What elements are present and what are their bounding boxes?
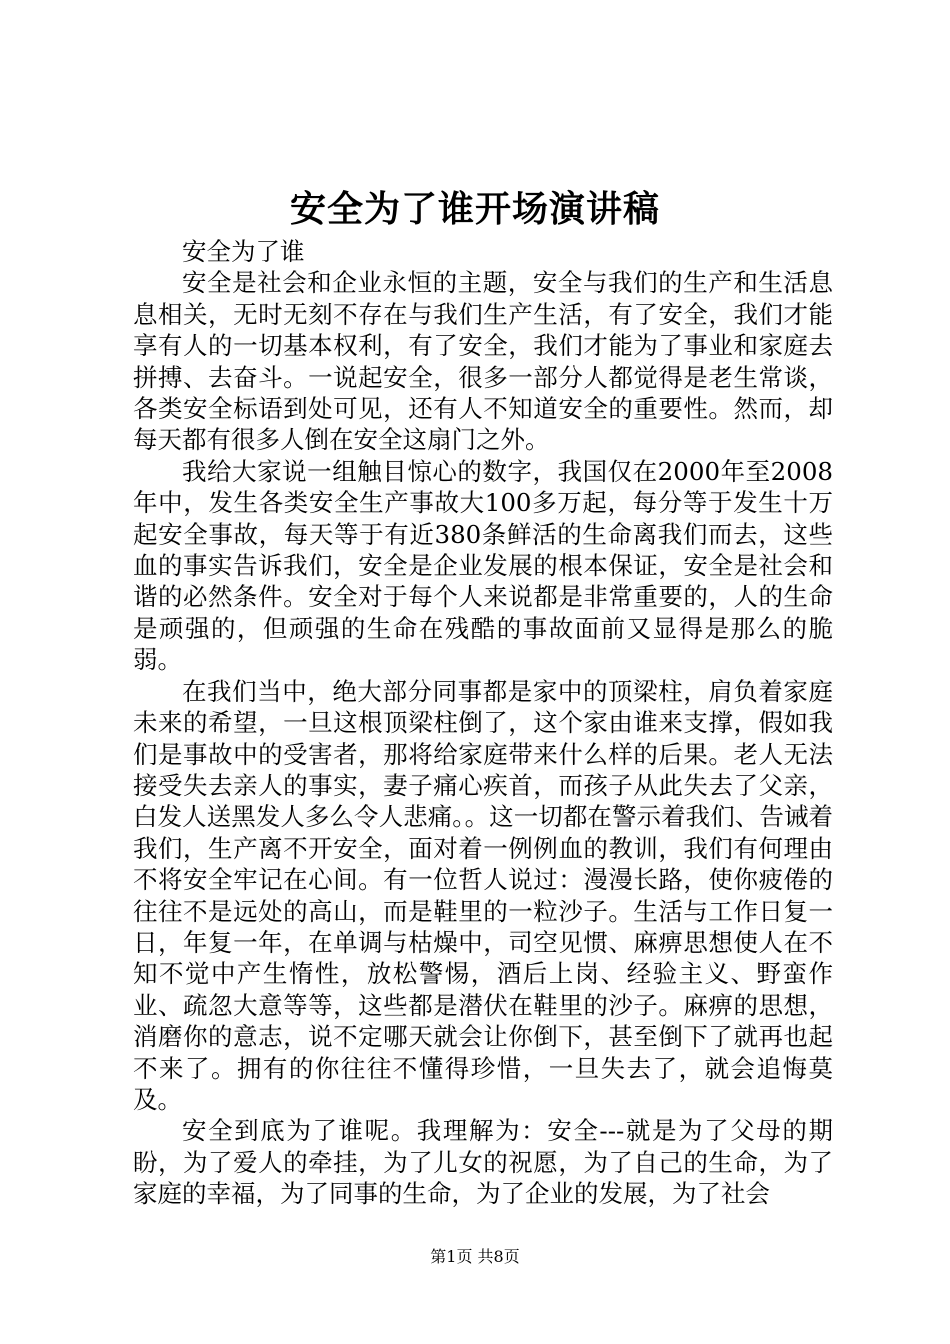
document-title: 安全为了谁开场演讲稿 — [289, 188, 660, 230]
paragraph-subtitle: 安全为了谁 — [182, 237, 305, 266]
paragraph: 我给大家说一组触目惊心的数字，我国仅在2000年至2008年中，发生各类安全生产事故大100多万起，每分等于发生十万起安全事故，每天等于有近380条鲜活的生命离我们而去，这些血的事实告诉我们，安全是企业发展的根本保证，安全是社会和谐的必然条件。安全对于每个人来说都是非常重要的，人的生命是顽强的，但顽强的生命在残酷的事故面前又显得是那么的脆弱。 — [133, 456, 833, 675]
document-body — [133, 236, 833, 1210]
page-footer: 第1页 共8页 — [430, 1247, 520, 1266]
paragraph: 安全是社会和企业永恒的主题，安全与我们的生产和生活息息相关，无时无刻不存在与我们生产生活，有了安全，我们才能享有人的一切基本权利，有了安全，我们才能为了事业和家庭去拼搏、去奋斗。一说起安全，很多一部分人都觉得是老生常谈，各类安全标语到处可见，还有人不知道安全的重要性。然而，却每天都有很多人倒在安全这扇门之外。 — [133, 268, 833, 455]
paragraph: 在我们当中，绝大部分同事都是家中的顶梁柱，肩负着家庭未来的希望，一旦这根顶梁柱倒了，这个家由谁来支撑，假如我们是事故中的受害者，那将给家庭带来什么样的后果。老人无法接受失去亲人的事实，妻子痛心疾首，而孩子从此失去了父亲，白发人送黑发人多么令人悲痛。。这一切都在警示着我们、告诫着我们，生产离不开安全，面对着一例例血的教训，我们有何理由不将安全牢记在心间。有一位哲人说过：漫漫长路，使你疲倦的往往不是远处的高山，而是鞋里的一粒沙子。生活与工作日复一日，年复一年，在单调与枯燥中，司空见惯、麻痹思想使人在不知不觉中产生惰性，放松警惕，酒后上岗、经验主义、野蛮作业、疏忽大意等等，这些都是潜伏在鞋里的沙子。麻痹的思想，消磨你的意志，说不定哪天就会让你倒下，甚至倒下了就再也起不来了。拥有的你往往不懂得珍惜，一旦失去了，就会追悔莫及。 — [133, 676, 833, 1114]
paragraph: 安全到底为了谁呢。我理解为：安全---就是为了父母的期盼，为了爱人的牵挂，为了儿女的祝愿，为了自己的生命，为了家庭的幸福，为了同事的生命，为了企业的发展，为了社会 — [133, 1116, 833, 1209]
